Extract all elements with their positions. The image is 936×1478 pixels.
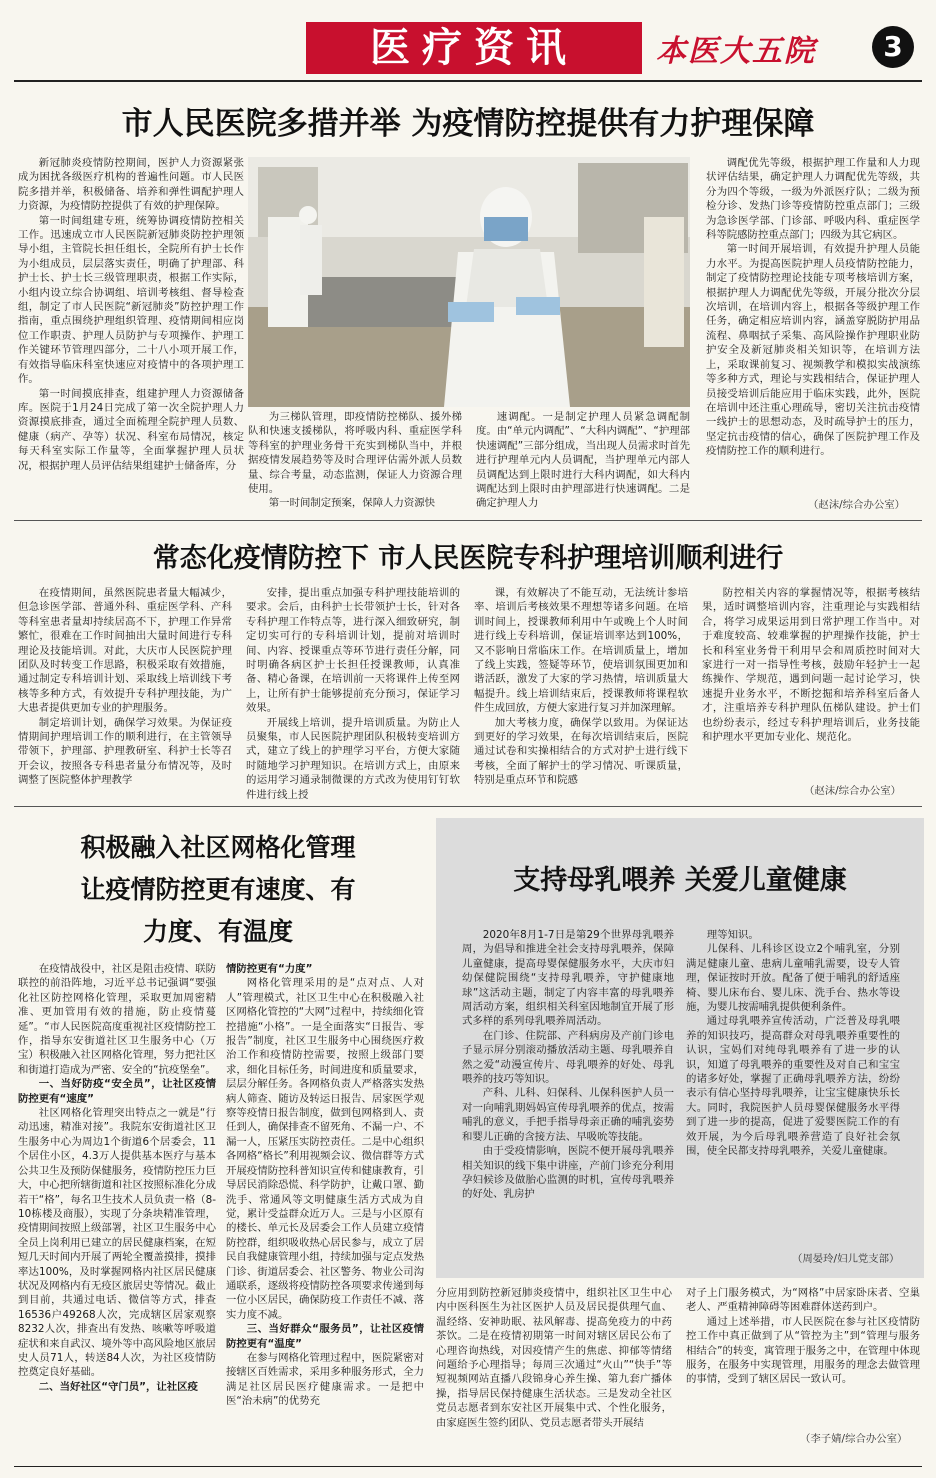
paragraph: 在参与网格化管理过程中，医院紧密对接辖区百姓需求，采用多种服务形式，全力满足社区居民医疗健康需求。一是把中医“治未病”的优势充	[226, 1351, 424, 1408]
article3-col1	[18, 962, 216, 1462]
article2-col3	[474, 586, 688, 792]
article4-credit: （周晏玲/妇儿党支部）	[792, 1253, 900, 1265]
paragraph: 对子上门服务模式，为“网格”中居家卧床者、空巢老人、严重精神障碍等困难群体送药到户。	[686, 1287, 920, 1314]
article2-col4	[702, 586, 920, 760]
paragraph: 防控相关内容的掌握情况等，根据考核结果，适时调整培训内容，注重理论与实践相结合，将学习成果运用到日常护理工作当中。对于难度较高、较难掌握的护理操作技能，护士长和科室业务骨干利用早会和周质控时间对大家进行一对一指导性考核，鼓励年轻护士一起练操作、学规范，遇到问题一起讨论学习，快速提升业务水平，不断挖掘和培养科室后备人才，注重培养专科护理队伍梯队建设。护士们也纷纷表示，经过专科护理培训后，业务技能和护理水平更加专业化、规范化。	[702, 587, 920, 744]
divider	[14, 806, 922, 807]
article4-col1	[462, 928, 674, 1258]
paragraph: 在疫情期间，虽然医院患者量大幅减少，但急诊医学部、普通外科、重症医学科、产科等科室患者量却持续居高不下，护理工作异常繁忙，很难在工作时间抽出大量时间进行专科理论及技能培训。对此，大庆市人民医院护理团队及时转变工作思路，积极采取有效措施，通过制定专科培训计划、采取线上培训线下考核等多种方式，有效提升专科护理技能，为广大患者提供更加专业的护理服务。	[18, 587, 232, 715]
paragraph: 情防控更有“力度”	[226, 963, 313, 975]
page-number: 3	[872, 26, 914, 68]
paragraph: 社区网格化管理突出特点之一就是“行动迅速，精准对接”。我院东安街道社区卫生服务中心为周边1个街道6个居委会，11个居住小区，4.3万人提供基本医疗与基本公共卫生及预防保健服务，疫情防控压力巨大，中心把所辖街道和社区按照标准化分成若干“格”，每名卫生技术人员负责一格（8-10栋楼及商服），实现了分条块精准管理，疫情期间按照上级部署，社区卫生服务中心全员上岗利用已建立的居民健康档案，在短短几天时间内开展了两轮全覆盖摸排，摸排率达100%，及时掌握网格内社区居民健康状况及网格内有无疫区旅居史等情况。截止到目前，共通过电话、微信等方式，排查16536户49268人次，完成辖区居家观察8232人次，排查出有发热、咳嗽等呼吸道症状和来自武汉、境外等中高风险地区旅居史人员71人，转送84人次，为社区疫情防控奠定良好基础。	[18, 1107, 216, 1379]
article1-col2	[248, 410, 462, 510]
bottom-rule	[14, 1466, 922, 1467]
paragraph: 调配优先等级，根据护理工作量和人力现状评估结果，确定护理人力调配优先等级，共分为四个等级，一级为外派医疗队；二级为预检分诊、发热门诊等疫情防控重点部门；三级为急诊医学部、门诊部、呼吸内科、重症医学科等院感防控重点部门；四级为其它病区。	[706, 157, 920, 242]
masthead-rule	[14, 80, 922, 82]
article3-col4	[686, 1286, 920, 1426]
paragraph: 第一时间开展培训，有效提升护理人员能力水平。为提高医院护理人员疫情防控能力，制定了疫情防控理论技能专项考核培训方案，根据护理人力调配优先等级，开展分批次分层次培训，在培训内容上，根据各等级护理工作任务，确定相应培训内容，涵盖穿脱防护用品流程、鼻咽拭子采集、高风险操作护理职业防护安全及新冠肺炎相关知识等，在培训方法上，采取课前复习、视频教学和模拟实战演练等多种方式，理论与实践相结合，保证护理人员接受培训后能应用于临床实践，此外，医院在培训中还注重心理疏导，密切关注抗击疫情一线护士的思想动态，及时疏导护士的压力，坚定抗击疫情的信心，确保了医院护理工作及疫情防控工作的顺利进行。	[706, 243, 920, 458]
article3-credit: （李子婧/综合办公室）	[800, 1433, 908, 1445]
paragraph: 加大考核力度，确保学以致用。为保证达到更好的学习效果，在每次培训结束后，医院通过试卷和实操相结合的方式对护士进行线下考核，全面了解护士的学习情况、听课质量，特别是重点环节和院感	[474, 716, 688, 787]
article1-credit: （赵沫/综合办公室）	[808, 499, 906, 511]
paragraph: 第一时间摸底排查，组建护理人力资源储备库。医院于1月24日完成了第一次全院护理人力资源摸底排查，通过全面梳理全院护理人员数、健康（病产、孕等）状况、科室布局情况，核定每天科室实际工作量等，全面掌握护理人员状况，根据护理人员评估结果组建护士储备库，分	[18, 387, 244, 472]
section-title: 医疗资讯	[306, 22, 642, 74]
paragraph: 第一时间制定预案，保障人力资源快	[268, 497, 436, 510]
paragraph: 安排，提出重点加强专科护理技能培训的要求。会后，由科护士长带领护士长，针对各专科护理工作特点等，进行深入细致研究，制定切实可行的专科培训计划，提前对培训时间、内容、授课重点等环节进行责任分解，同时明确各病区护士长担任授课教师，认真准备、精心备课，在培训前一天将课件上传至网上，让所有护士能够提前充分预习，保证学习效果。	[246, 587, 460, 715]
article1-col1	[18, 156, 244, 506]
article1-col3	[476, 410, 690, 510]
divider	[14, 520, 922, 521]
article3-headline-line3: 力度、有温度	[142, 917, 293, 946]
paragraph: 速调配。一是制定护理人员紧急调配制度。由“单元内调配”、“大科内调配”、“护理部快速调配”三部分组成，当出现人员需求时首先进行护理单元内人员调配，当护理单元内部人员调配达到上限时进行大科内调配，如大科内调配达到上限时由护理部进行快速调配。二是确定护理人力	[476, 411, 690, 510]
paragraph: 通过上述举措，市人民医院在参与社区疫情防控工作中真正做到了从“管控为主”到“管理与服务相结合”的转变，寓管理于服务之中，在管理中体现服务，在服务中实现管理，用服务的理念去做管理的事情，受到了辖区居民一致认可。	[686, 1315, 920, 1386]
paragraph: 2020年8月1-7日是第29个世界母乳喂养周，为倡导和推进全社会支持母乳喂养，保障儿童健康，提高母婴保健服务水平，大庆市妇幼保健院围绕“支持母乳喂养，守护健康地球”这活动主题，制定了内容丰富的母乳喂养周活动方案，组织相关科室因地制宜开展了形式多样的系列母乳喂养周活动。	[462, 929, 674, 1028]
article1-headline: 市人民医院多措并举 为疫情防控提供有力护理保障	[121, 106, 815, 142]
article3-col2	[226, 962, 424, 1462]
paragraph: 在门诊、住院部、产科病房及产前门诊电子显示屏分别滚动播放活动主题、母乳喂养自然之爱“动漫宣传片、母乳喂养的好处、母乳喂养的技巧等知识。	[462, 1029, 674, 1086]
paragraph: 二、当好社区“守门员”，让社区疫	[38, 1380, 198, 1393]
hospital-name-logo: 本医大五院	[656, 34, 816, 69]
article4-headline: 支持母乳喂养 关爱儿童健康	[513, 865, 847, 896]
paragraph: 理等知识。	[706, 929, 759, 941]
paragraph: 产科、儿科、妇保科、儿保科医护人员一对一向哺乳期妈妈宣传母乳喂养的优点，按需哺乳的意义，手把手指导母亲正确的哺乳姿势和婴儿正确的含接方法、早吸吮等技能。	[462, 1087, 674, 1143]
paragraph: 分应用到防控新冠肺炎疫情中，组织社区卫生中心内中医科医生为社区医护人员及居民提供理气血、温经络、安神助眠、祛风解毒、提高免疫力的中药茶饮。二是在疫情初期第一时间对辖区居民公布了心理咨询热线，对因疫情产生的焦虑、抑郁等情绪问题给予心理指导；每周三次通过“火山”“快手”等短视频网站直播八段锦身心养生操、第九套广播体操，指导居民保持健康生活状态。三是发动全社区党员志愿者到东安社区开展集中式、个性化服务，由家庭医生签约团队、党员志愿者带头开展结	[436, 1287, 672, 1429]
article2-col2	[246, 586, 460, 801]
article4-col2	[686, 928, 900, 1228]
paragraph: 制定培训计划，确保学习效果。为保证疫情期间护理培训工作的顺利进行，在主管领导带领下，护理部、护理教研室、科护士长等召开会议，按照各专科患者量分布情况等，及时调整了医院整体护理教学	[18, 716, 232, 787]
paragraph: 通过母乳喂养宣传活动，广泛普及母乳喂养的知识技巧，提高群众对母乳喂养重要性的认识，宝妈们对纯母乳喂养有了进一步的认识，知道了母乳喂养的重要性及对自己和宝宝的诸多好处，掌握了正确母乳喂养方法，纷纷表示有信心坚持母乳喂养，让宝宝健康快乐长大。同时，我院医护人员母婴保健服务水平得到了进一步的提高，促进了爱婴医院工作的有效开展，为今后母乳喂养营造了良好社会氛围，使全民都支持母乳喂养，关爱儿童健康。	[686, 1015, 900, 1158]
article3-headline-line2: 让疫情防控更有速度、有	[80, 875, 356, 904]
paragraph: 由于受疫情影响，医院不便开展母乳喂养相关知识的线下集中讲座，产前门诊充分利用孕妇候诊及做胎心监测的时机，宣传母乳喂养的好处、乳房护	[462, 1145, 674, 1201]
article1-col4	[706, 156, 920, 492]
nurse-photo	[248, 157, 690, 407]
article2-headline: 常态化疫情防控下 市人民医院专科护理培训顺利进行	[152, 543, 784, 574]
paragraph: 课，有效解决了不能互动，无法统计参培率、培训后考核效果不理想等诸多问题。在培训时间上，授课教师利用中午或晚上个人时间进行线上专科培训，保证培训率达到100%，又不影响日常临床工作。在培训质量上，增加了线上实践，签疑等环节，使培训氛围更加和谐活跃，激发了大家的学习热情，培训质量大幅提升。线上培训结束后，授课教师将课程软件生成回放，方便大家进行复习并加深理解。	[474, 587, 688, 715]
paragraph: 网格化管理采用的是“点对点、人对人”管理模式，社区卫生中心在积极融入社区网格化管控的“大网”过程中，持续细化管控措施“小格”。一是全面落实“日报告、零报告”制度，社区卫生服务中心围绕医疗救治工作和疫情防控需要，按照上级部门要求，细化目标任务，时间进度和质量要求，层层分解任务。各网格负责人严格落实发热病人筛查、随访及转运日报告、居家医学观察等疫情日报告制度，做到包网格到人、责任到人，确保排查不留死角、不漏一户、不漏一人，压紧压实防控责任。二是中心组织各网格“格长”利用视频会议、微信群等方式开展疫情防控科普知识宣传和健康教育，引导居民消除恐慌、科学防护，让戴口罩、勤洗手、常通风等文明健康生活方式成为自觉，累计受益群众近万人。三是与小区原有的楼长、单元长及居委会工作人员建立疫情防控群，组织吸收热心居民参与，成立了居民自我健康管理小组，持续加强与定点发热门诊、街道居委会、社区警务、物业公司沟通联系，逐级将疫情防控各项要求传递到每一位小区居民，确保防疫工作责任不减、落实力度不减。	[226, 977, 424, 1321]
photo-illustration	[248, 157, 690, 407]
article2-col1	[18, 586, 232, 792]
paragraph: 三、当好群众“服务员”，让社区疫情防控更有“温度”	[226, 1323, 424, 1350]
article3-col3	[436, 1286, 672, 1462]
paragraph: 新冠肺炎疫情防控期间，医护人力资源紧张成为困扰各级医疗机构的普遍性问题。市人民医院多措并举，积极储备、培养和弹性调配护理人力资源，为疫情防控提供了有效的护理保障。	[18, 157, 244, 213]
paragraph: 开展线上培训，提升培训质量。为防止人员聚集，市人民医院护理团队积极转变培训方式，建立了线上的护理学习平台，方便大家随时随地学习护理知识。在培训方式上，由原来的运用学习通录制微课的方式改为使用钉钉软件进行线上授	[246, 716, 460, 801]
article2-credit: （赵沫/综合办公室）	[804, 785, 902, 797]
paragraph: 第一时间组建专班，统筹协调疫情防控相关工作。迅速成立市人民医院新冠肺炎防控护理领导小组，主管院长担任组长，全院所有护士长作为小组成员，层层落实责任，明确了护理部、科护士长、护士长三级管理职责，根据工作实际，小组内设立综合协调组、培训考核组、督导检查组，制定了市人民医院“新冠肺炎”防控护理工作指南，重点围绕护理组织管理、疫情期间相应岗位工作职责、护理人员防护与专项操作、护理工作关键环节管理四部分，二十八小项开展工作，有效指导临床科室快速应对疫情中的各项护理工作。	[18, 214, 244, 386]
paragraph: 为三梯队管理，即疫情防控梯队、援外梯队和快速支援梯队，将呼吸内科、重症医学科等科室的护理业务骨干充实到梯队当中，并根据疫情发展趋势等及时合理评估需外派人员数量、综合考量，动态监测，保证人力资源合理使用。	[248, 411, 462, 496]
paragraph: 儿保科、儿科诊区设立2个哺乳室，分别满足健康儿童、患病儿童哺乳需要，设专人管理，保证按时开放。配备了便于哺乳的舒适座椅、婴儿床布台、婴儿床、洗手台、热水等设施，为婴儿按需哺乳提供便利条件。	[686, 943, 900, 1014]
paragraph: 在疫情战役中，社区是阻击疫情、联防联控的前沿阵地，习近平总书记强调“要强化社区防控网格化管理，采取更加周密精准、更加管用有效的措施，防止疫情蔓延”。“市人民医院高度重视社区疫情防控工作，指导东安街道社区卫生服务中心（万宝）积极融入社区网格化管理，努力把社区和街道打造成为严密、安全的“抗疫堡垒”。	[18, 963, 216, 1076]
article3-headline-line1: 积极融入社区网格化管理	[80, 833, 356, 862]
paragraph: 一、当好防疫“安全员”，让社区疫情防控更有“速度”	[18, 1078, 216, 1105]
